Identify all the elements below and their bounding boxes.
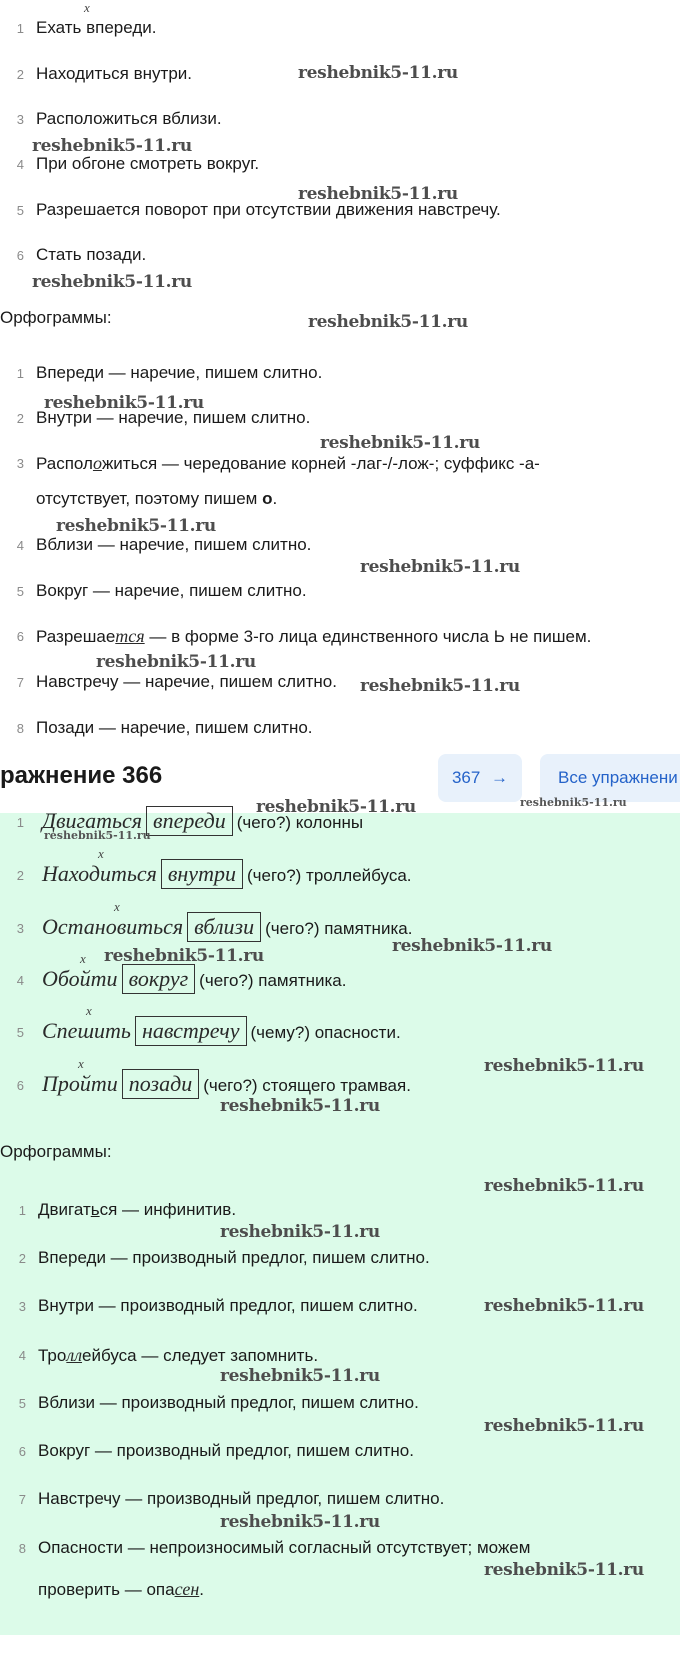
ortho-item: Внутри — наречие, пишем слитно.	[36, 408, 311, 427]
orthograms-heading: Орфограммы:	[0, 308, 112, 327]
item-number: 4	[16, 538, 24, 553]
answer-sentence: Находиться внутри (чего?) троллейбуса.	[42, 859, 412, 889]
watermark: reshebnik5-11.ru	[520, 796, 627, 809]
watermark: reshebnik5-11.ru	[360, 557, 520, 577]
item-number: 2	[16, 411, 24, 426]
answer-sentence: Спешить навстречу (чему?) опасности.	[42, 1016, 401, 1046]
item-number: 3	[16, 921, 24, 936]
watermark: reshebnik5-11.ru	[56, 516, 216, 536]
ortho-item: Троллейбуса — следует запомнить.	[38, 1345, 319, 1365]
x-mark: х	[78, 1056, 84, 1071]
watermark: reshebnik5-11.ru	[484, 1416, 644, 1436]
item-number: 8	[18, 1541, 26, 1556]
item-number: 5	[18, 1396, 26, 1411]
watermark: reshebnik5-11.ru	[96, 652, 256, 672]
ortho-item-continuation: отсутствует, поэтому пишем о.	[36, 489, 278, 508]
answer-sentence: Обойти вокруг (чего?) памятника.	[42, 964, 346, 994]
item-number: 1	[18, 1203, 26, 1218]
watermark: reshebnik5-11.ru	[298, 184, 458, 204]
item-number: 6	[16, 629, 24, 644]
item-number: 7	[16, 675, 24, 690]
x-mark: х	[86, 1003, 92, 1018]
item-number: 4	[16, 973, 24, 988]
watermark: reshebnik5-11.ru	[32, 272, 192, 292]
watermark: reshebnik5-11.ru	[44, 393, 204, 413]
item-number: 2	[16, 868, 24, 883]
list-item: Стать позади.	[36, 245, 147, 264]
x-mark: х	[84, 0, 90, 15]
list-item: Расположиться вблизи.	[36, 109, 222, 128]
x-mark: х	[80, 951, 86, 966]
exercise-title: ражнение 366	[0, 762, 163, 789]
ortho-item: Впереди — производный предлог, пишем слитно.	[38, 1248, 430, 1267]
item-number: 5	[16, 203, 24, 218]
answer-sentence: Пройти позади (чего?) стоящего трамвая.	[42, 1069, 411, 1099]
ortho-item: Двигаться — инфинитив.	[38, 1200, 237, 1219]
item-number: 4	[18, 1348, 26, 1363]
answer-sentence: Двигаться впереди (чего?) колонны	[42, 806, 363, 836]
ortho-item: Опасности — непроизносимый согласный отсутствует; можем	[38, 1538, 531, 1557]
watermark: reshebnik5-11.ru	[220, 1222, 380, 1242]
watermark: reshebnik5-11.ru	[32, 136, 192, 156]
list-item: Находиться внутри.	[36, 64, 192, 83]
watermark: reshebnik5-11.ru	[320, 433, 480, 453]
item-number: 2	[18, 1251, 26, 1266]
list-item: Ехать впереди.	[36, 18, 157, 37]
item-number: 1	[16, 815, 24, 830]
x-mark: х	[114, 899, 120, 914]
item-number: 3	[16, 112, 24, 127]
item-number: 6	[18, 1444, 26, 1459]
watermark: reshebnik5-11.ru	[360, 676, 520, 696]
watermark: reshebnik5-11.ru	[484, 1056, 644, 1076]
watermark: reshebnik5-11.ru	[484, 1176, 644, 1196]
page-bottom	[0, 1635, 680, 1665]
item-number: 2	[16, 67, 24, 82]
answer-sentence: Остановиться вблизи (чего?) памятника.	[42, 912, 412, 942]
watermark: reshebnik5-11.ru	[220, 1366, 380, 1386]
list-item: При обгоне смотреть вокруг.	[36, 154, 260, 173]
ortho-item: Навстречу — наречие, пишем слитно.	[36, 672, 337, 691]
ortho-item: Вокруг — производный предлог, пишем слитно.	[38, 1441, 414, 1460]
arrow-right-icon: →	[491, 768, 509, 787]
item-number: 1	[16, 366, 24, 381]
item-number: 5	[16, 584, 24, 599]
watermark: reshebnik5-11.ru	[484, 1560, 644, 1580]
x-mark: х	[98, 846, 104, 861]
ortho-item: Расположиться — чередование корней -лаг-/-лож-; суффикс -а-	[36, 453, 540, 473]
ortho-item-continuation: проверить — опасен.	[38, 1579, 204, 1599]
item-number: 4	[16, 157, 24, 172]
item-number: 6	[16, 1078, 24, 1093]
ortho-item: Вблизи — производный предлог, пишем слитно.	[38, 1393, 419, 1412]
watermark: reshebnik5-11.ru	[44, 829, 151, 842]
ortho-item: Впереди — наречие, пишем слитно.	[36, 363, 323, 382]
item-number: 3	[18, 1299, 26, 1314]
ortho-item: Вокруг — наречие, пишем слитно.	[36, 581, 307, 600]
item-number: 7	[18, 1492, 26, 1507]
all-exercises-button[interactable]: Все упражнени	[540, 754, 680, 802]
watermark: reshebnik5-11.ru	[220, 1512, 380, 1532]
ortho-item: Вблизи — наречие, пишем слитно.	[36, 535, 312, 554]
watermark: reshebnik5-11.ru	[220, 1096, 380, 1116]
watermark: reshebnik5-11.ru	[308, 312, 468, 332]
watermark: reshebnik5-11.ru	[392, 936, 552, 956]
ortho-item: Разрешается — в форме 3-го лица единственного числа Ь не пишем.	[36, 626, 592, 646]
ortho-item: Позади — наречие, пишем слитно.	[36, 718, 313, 737]
item-number: 8	[16, 721, 24, 736]
ortho-item: Внутри — производный предлог, пишем слитно.	[38, 1296, 418, 1315]
item-number: 1	[16, 21, 24, 36]
watermark: reshebnik5-11.ru	[298, 63, 458, 83]
next-exercise-button[interactable]	[438, 754, 522, 802]
item-number: 5	[16, 1025, 24, 1040]
ortho-item: Навстречу — производный предлог, пишем слитно.	[38, 1489, 445, 1508]
watermark: reshebnik5-11.ru	[256, 797, 416, 817]
item-number: 6	[16, 248, 24, 263]
next-exercise-label: 367	[451, 768, 481, 787]
item-number: 3	[16, 456, 24, 471]
watermark: reshebnik5-11.ru	[484, 1296, 644, 1316]
list-item: Разрешается поворот при отсутствии движения навстречу.	[36, 200, 501, 219]
watermark: reshebnik5-11.ru	[104, 946, 264, 966]
orthograms-heading: Орфограммы:	[0, 1142, 112, 1161]
